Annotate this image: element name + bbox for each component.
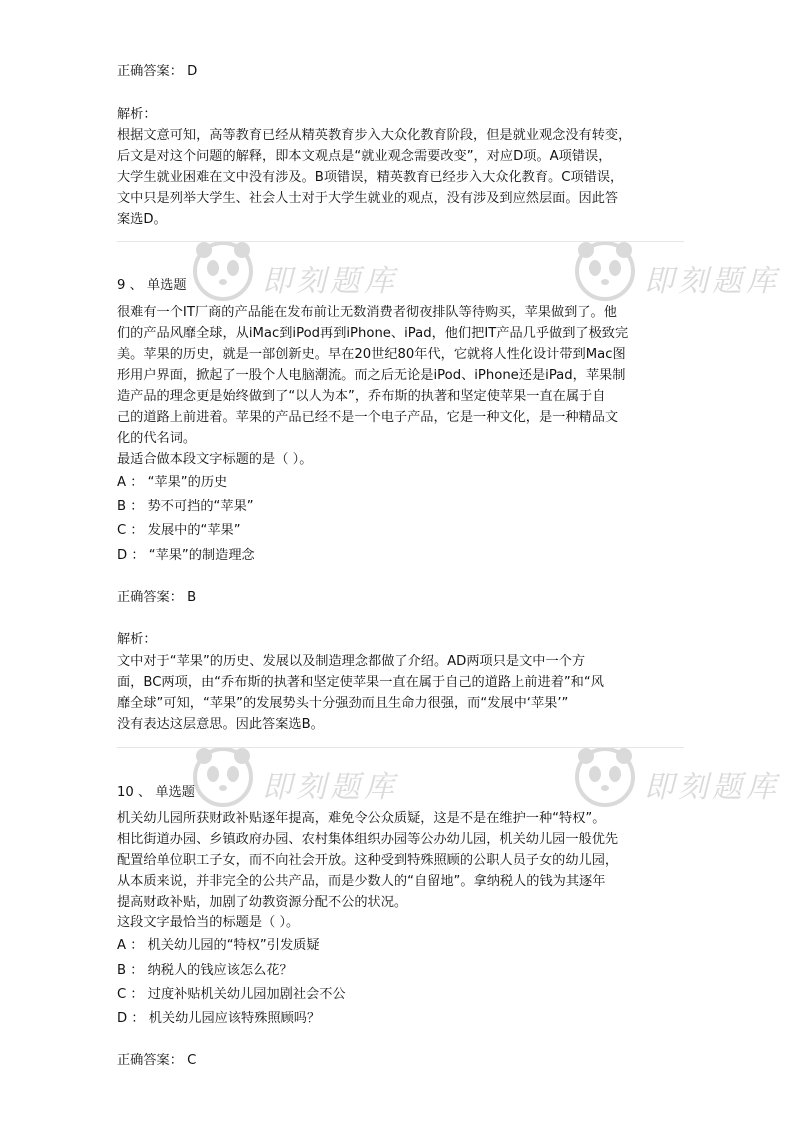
- watermark-text: 即刻题库: [644, 264, 780, 299]
- question-header: 10 、 单选题: [117, 785, 195, 800]
- analysis-line: 根据文意可知，高等教育已经从精英教育步入大众化教育阶段，但是就业观念没有转变，: [117, 128, 632, 143]
- watermark-text: 即刻题库: [262, 264, 398, 299]
- question-stem-line: 美。苹果的历史，就是一部创新史。早在20世纪80年代，它就将人性化设计带到Mac图: [117, 347, 626, 362]
- section-divider: [117, 747, 684, 748]
- correct-answer: 正确答案： B: [117, 590, 197, 605]
- question-stem-line: 造产品的理念更是始终做到了“以人为本”，乔布斯的执著和坚定使苹果一直在属于自: [117, 389, 606, 404]
- question-stem-line: 提高财政补贴，加剧了幼教资源分配不公的状况。: [117, 895, 408, 910]
- option-b[interactable]: B ： 纳税人的钱应该怎么花？: [117, 963, 293, 978]
- option-c[interactable]: C ： 过度补贴机关幼儿园加剧社会不公: [117, 987, 346, 1002]
- option-d[interactable]: D ： 机关幼儿园应该特殊照顾吗？: [117, 1011, 321, 1026]
- option-c[interactable]: C ： 发展中的“苹果”: [117, 523, 241, 538]
- question-stem-line: 配置给单位职工子女，而不向社会开放。这种受到特殊照顾的公职人员子女的幼儿园，: [117, 853, 619, 868]
- section-divider: [117, 241, 684, 242]
- correct-answer: 正确答案： C: [117, 1053, 197, 1068]
- analysis-line: 没有表达这层意思。因此答案选B。: [117, 717, 324, 732]
- question-header: 9 、 单选题: [117, 278, 187, 293]
- analysis-label: 解析：: [117, 632, 157, 647]
- question-stem-line: 很难有一个IT厂商的产品能在发布前让无数消费者彻夜排队等待购买，苹果做到了。他: [117, 305, 617, 320]
- watermark-text: 即刻题库: [644, 770, 780, 805]
- option-a[interactable]: A ： 机关幼儿园的“特权”引发质疑: [117, 938, 320, 953]
- analysis-line: 大学生就业困难在文中没有涉及。B项错误，精英教育已经步入大众化教育。C项错误，: [117, 170, 624, 185]
- question-prompt: 最适合做本段文字标题的是（ ）。: [117, 452, 313, 467]
- question-stem-line: 从本质来说，并非完全的公共产品，而是少数人的“自留地”。拿纳税人的钱为其逐年: [117, 874, 606, 889]
- option-a[interactable]: A ： “苹果”的历史: [117, 475, 228, 490]
- option-d[interactable]: D ： “苹果”的制造理念: [117, 548, 255, 563]
- analysis-line: 面，BC两项，由“乔布斯的执著和坚定使苹果一直在属于自己的道路上前进着”和“风: [117, 675, 604, 690]
- watermark-text: 即刻题库: [262, 770, 398, 805]
- question-stem-line: 化的代名词。: [117, 431, 197, 446]
- analysis-line: 文中只是列举大学生、社会人士对于大学生就业的观点，没有涉及到应然层面。因此答: [117, 191, 619, 206]
- analysis-line: 后文是对这个问题的解释，即本文观点是“就业观念需要改变”，对应D项。A项错误，: [117, 149, 612, 164]
- analysis-line: 案选D。: [117, 212, 167, 227]
- analysis-label: 解析：: [117, 107, 157, 122]
- question-prompt: 这段文字最恰当的标题是（ ）。: [117, 915, 300, 930]
- analysis-line: 文中对于“苹果”的历史、发展以及制造理念都做了介绍。AD两项只是文中一个方: [117, 654, 586, 669]
- question-stem-line: 们的产品风靡全球，从iMac到iPod再到iPhone、iPad，他们把IT产品几乎做到了极致完: [117, 326, 629, 341]
- analysis-line: 靡全球”可知，“苹果”的发展势头十分强劲而且生命力很强，而“发展中‘苹果’”: [117, 696, 569, 711]
- option-b[interactable]: B ： 势不可挡的“苹果”: [117, 499, 254, 514]
- question-stem-line: 机关幼儿园所获财政补贴逐年提高，难免令公众质疑，这是不是在维护一种“特权”。: [117, 811, 606, 826]
- question-stem-line: 形用户界面，掀起了一股个人电脑潮流。而之后无论是iPod、iPhone还是iPad，苹果制: [117, 368, 626, 383]
- question-stem-line: 相比街道办园、乡镇政府办园、农村集体组织办园等公办幼儿园，机关幼儿园一般优先: [117, 832, 619, 847]
- question-stem-line: 己的道路上前进着。苹果的产品已经不是一个电子产品，它是一种文化，是一种精品文: [117, 410, 619, 425]
- correct-answer: 正确答案： D: [117, 64, 198, 79]
